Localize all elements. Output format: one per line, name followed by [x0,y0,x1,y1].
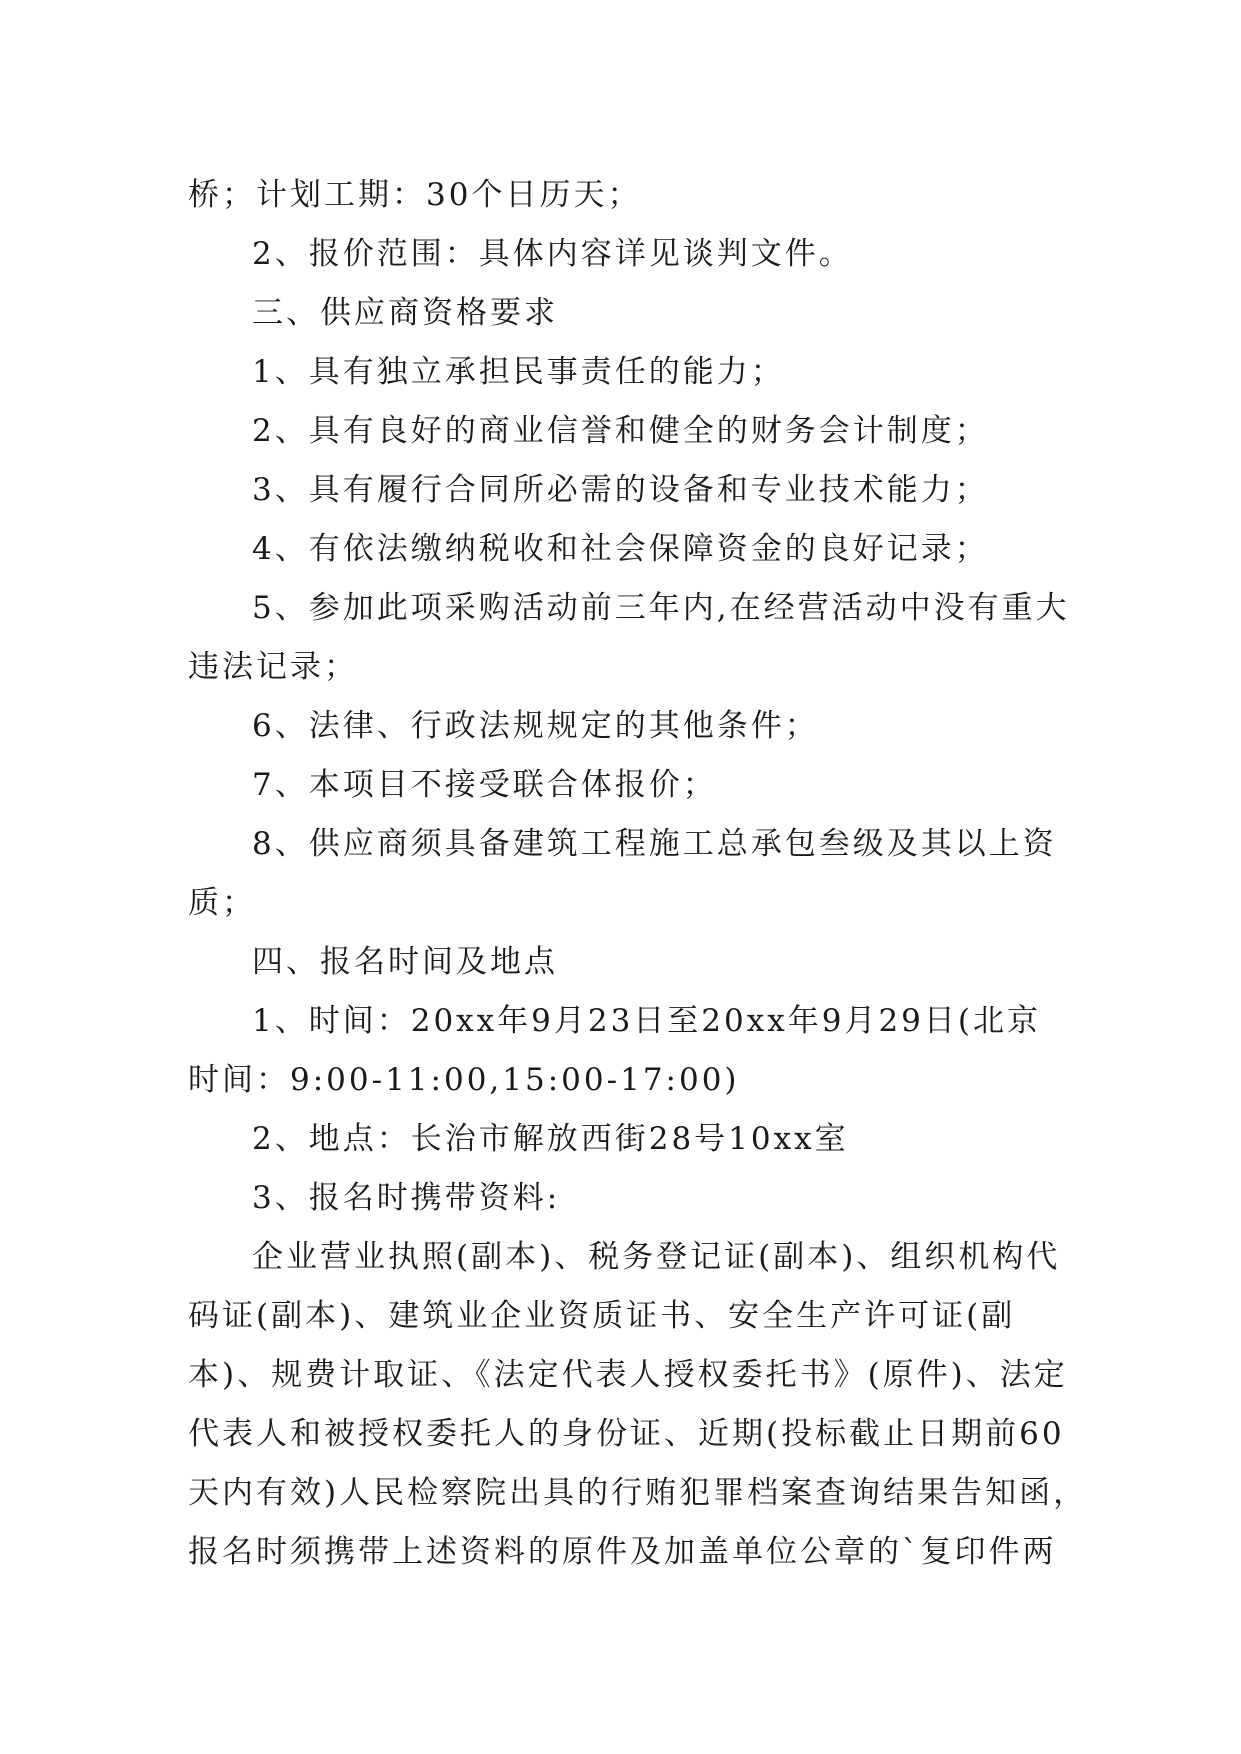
text-line: 三、供应商资格要求 [252,295,558,331]
document-body [188,166,1088,1582]
text-line: 1、时间：20xx年9月23日至20xx年9月29日(北京 [252,1003,1041,1039]
text-line: 2、具有良好的商业信誉和健全的财务会计制度； [252,413,989,449]
text-line: 违法记录； [188,649,358,685]
text-line: 质； [188,885,256,921]
text-line: 本)、规费计取证、《法定代表人授权委托书》(原件)、法定 [188,1357,1068,1393]
text-line: 7、本项目不接受联合体报价； [252,767,717,803]
text-line: 8、供应商须具备建筑工程施工总承包叁级及其以上资 [252,826,1057,862]
text-line: 天内有效)人民检察院出具的行贿犯罪档案查询结果告知函， [188,1475,1088,1511]
text-line: 码证(副本)、建筑业企业资质证书、安全生产许可证(副 [188,1298,1016,1334]
text-line: 4、有依法缴纳税收和社会保障资金的良好记录； [252,531,989,567]
text-line: 时间：9:00-11:00,15:00-17:00) [188,1062,740,1098]
text-line: 3、具有履行合同所必需的设备和专业技术能力； [252,472,989,508]
text-line: 桥；计划工期：30个日历天； [188,177,642,213]
text-line: 企业营业执照(副本)、税务登记证(副本)、组织机构代 [252,1239,1061,1275]
text-line: 1、具有独立承担民事责任的能力； [252,354,785,390]
text-line: 报名时须携带上述资料的原件及加盖单位公章的`复印件两 [188,1534,1057,1570]
text-line: 3、报名时携带资料: [252,1180,561,1216]
text-line: 5、参加此项采购活动前三年内,在经营活动中没有重大 [252,590,1070,626]
text-line: 四、报名时间及地点 [252,944,558,980]
text-line: 2、地点：长治市解放西街28号10xx室 [252,1121,849,1157]
text-line: 2、报价范围：具体内容详见谈判文件。 [252,236,853,272]
text-line: 代表人和被授权委托人的身份证、近期(投标截止日期前60 [188,1416,1065,1452]
text-line: 6、法律、行政法规规定的其他条件； [252,708,819,744]
